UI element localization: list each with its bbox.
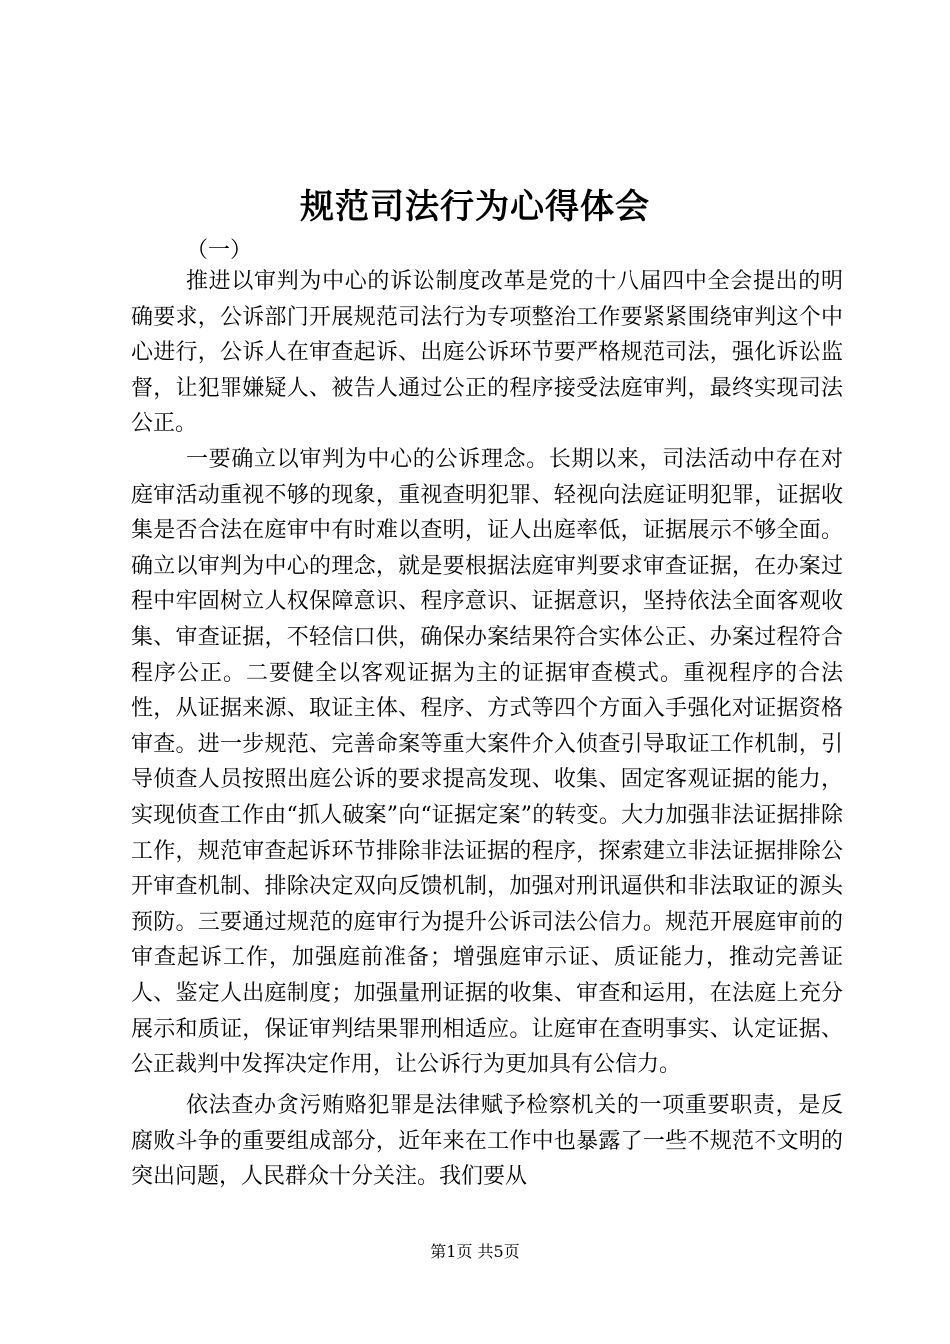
body-paragraph: 依法查办贪污贿赂犯罪是法律赋予检察机关的一项重要职责，是反腐败斗争的重要组成部分，近年来在工作中也暴露了一些不规范不文明的突出问题，人民群众十分关注。我们要从 (131, 1093, 843, 1190)
page-footer: 第1页 共5页 (430, 1242, 520, 1261)
section-marker: （一） (186, 238, 253, 263)
body-paragraph: 一要确立以审判为中心的公诉理念。长期以来，司法活动中存在对庭审活动重视不够的现象，重视查明犯罪、轻视向法庭证明犯罪，证据收集是否合法在庭审中有时难以查明，证人出庭率低，证据展示不够全面。确立以审判为中心的理念，就是要根据法庭审判要求审查证据，在办案过程中牢固树立人权保障意识、程序意识、证据意识，坚持依法全面客观收集、审查证据，不轻信口供，确保办案结果符合实体公正、办案过程符合程序公正。二要健全以客观证据为主的证据审查模式。重视程序的合法性，从证据来源、取证主体、程序、方式等四个方面入手强化对证据资格审查。进一步规范、完善命案等重大案件介入侦查引导取证工作机制，引导侦查人员按照出庭公诉的要求提高发现、收集、固定客观证据的能力，实现侦查工作由“抓人破案”向“证据定案”的转变。大力加强非法证据排除工作，规范审查起诉环节排除非法证据的程序，探索建立非法证据排除公开审查机制、排除决定双向反馈机制，加强对刑讯逼供和非法取证的源头预防。三要通过规范的庭审行为提升公诉司法公信力。规范开展庭审前的审查起诉工作，加强庭前准备；增强庭审示证、质证能力，推动完善证人、鉴定人出庭制度；加强量刑证据的收集、审查和运用，在法庭上充分展示和质证，保证审判结果罪刑相适应。让庭审在查明事实、认定证据、公正裁判中发挥决定作用，让公诉行为更加具有公信力。 (131, 447, 843, 1078)
document-title: 规范司法行为心得体会 (300, 187, 650, 227)
body-paragraph: 推进以审判为中心的诉讼制度改革是党的十八届四中全会提出的明确要求，公诉部门开展规范司法行为专项整治工作要紧紧围绕审判这个中心进行，公诉人在审查起诉、出庭公诉环节要严格规范司法，强化诉讼监督，让犯罪嫌疑人、被告人通过公正的程序接受法庭审判，最终实现司法公正。 (131, 269, 843, 437)
